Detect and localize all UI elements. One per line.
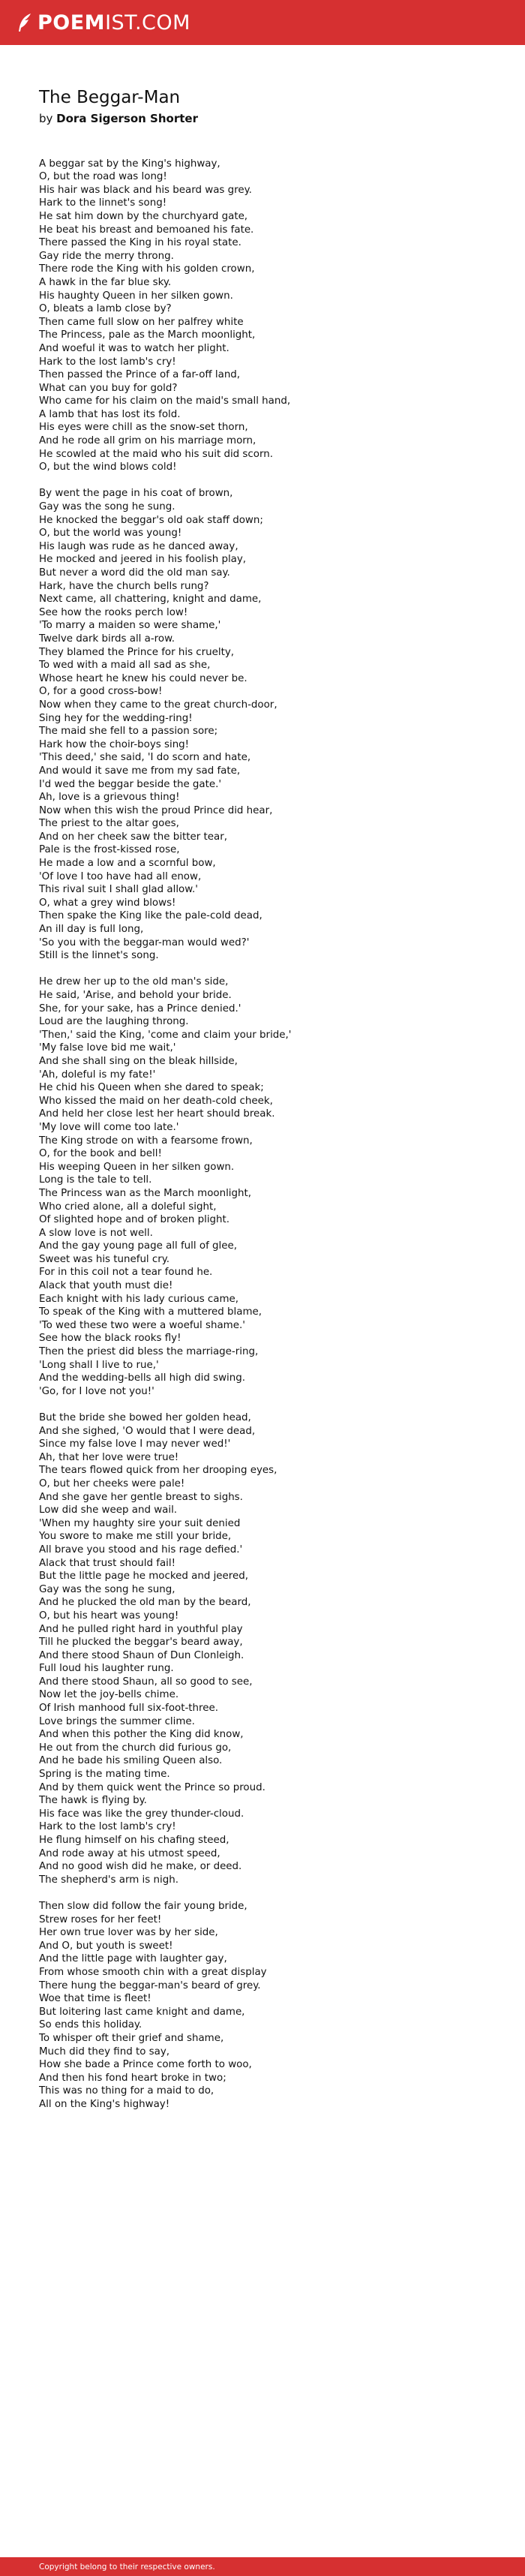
poem-line: And O, but youth is sweet! [39, 1940, 173, 1952]
poem-line: A beggar sat by the King's highway, [39, 158, 220, 170]
poem-line: O, but the wind blows cold! [39, 461, 177, 473]
poem-line: Hark how the choir-boys sing! [39, 738, 190, 750]
poem-line: 'Then,' said the King, 'come and claim your bride,' [39, 1029, 292, 1041]
poem-line: O, but her cheeks were pale! [39, 1477, 185, 1489]
poem-line: And there stood Shaun, all so good to see, [39, 1676, 253, 1688]
poem-line: There passed the King in his royal state. [39, 237, 242, 249]
poem-line: The King strode on with a fearsome frown, [39, 1135, 253, 1147]
poem-line: He made a low and a scornful bow, [39, 858, 216, 870]
site-header [0, 0, 525, 45]
poem-line: There rode the King with his golden crown, [39, 263, 255, 275]
poem-line: See how the black rooks fly! [39, 1333, 182, 1345]
poem-line: But the bride she bowed her golden head, [39, 1412, 251, 1423]
poem-line: O, but his heart was young! [39, 1610, 179, 1622]
poem-line: And by them quick went the Prince so proud. [39, 1781, 266, 1793]
poem-line: He sat him down by the churchyard gate, [39, 210, 248, 222]
poem-line: I'd wed the beggar beside the gate.' [39, 778, 222, 790]
poem-line: Sing hey for the wedding-ring! [39, 712, 193, 724]
poem-line: But loitering last came knight and dame, [39, 2006, 245, 2018]
poem-line: To whisper oft their grief and shame, [39, 2032, 224, 2044]
poem-line: He said, 'Arise, and behold your bride. [39, 990, 232, 1001]
poem-line: But the little page he mocked and jeered, [39, 1571, 248, 1583]
poem-line: 'To marry a maiden so were shame,' [39, 620, 221, 632]
poem-line: To wed with a maid all sad as she, [39, 660, 211, 672]
poem-line: Now when this wish the proud Prince did hear, [39, 804, 273, 816]
poem-line: Of slighted hope and of broken plight. [39, 1214, 230, 1226]
stanza [39, 1900, 486, 2112]
poem-line: Who cried alone, all a doleful sight, [39, 1201, 217, 1213]
poem-line: 'Ah, doleful is my fate!' [39, 1069, 156, 1081]
poem-line: She, for your sake, has a Prince denied.' [39, 1002, 242, 1014]
quill-icon [16, 13, 33, 32]
poem-line: A slow love is not well. [39, 1227, 153, 1239]
poem-line: And he rode all grim on his marriage morn, [39, 435, 256, 447]
poem-line: Loud are the laughing throng. [39, 1016, 189, 1028]
poem-line: He drew her up to the old man's side, [39, 976, 229, 988]
poem-line: And rode away at his utmost speed, [39, 1847, 220, 1859]
poem-line: Then the priest did bless the marriage-ring, [39, 1346, 259, 1358]
poem-line: The tears flowed quick from her drooping eyes, [39, 1465, 278, 1477]
poem-line: Gay was the song he sung, [39, 1583, 176, 1595]
logo-wordmark: POEMIST.COM [38, 11, 190, 35]
poem-line: And she gave her gentle breast to sighs. [39, 1491, 243, 1503]
poem-line: His laugh was rude as he danced away, [39, 540, 238, 552]
poem-line: And no good wish did he make, or deed. [39, 1861, 242, 1873]
poem-line: 'My love will come too late.' [39, 1121, 179, 1133]
poem-line: O, bleats a lamb close by? [39, 303, 172, 315]
poem-line: See how the rooks perch low! [39, 606, 188, 618]
poem-line: Hark to the linnet's song! [39, 197, 167, 209]
by-label: by [39, 111, 57, 125]
poem-line: He scowled at the maid who his suit did scorn. [39, 448, 273, 460]
poem-line: O, what a grey wind blows! [39, 897, 176, 909]
poem-line: 'Go, for I love not you!' [39, 1385, 154, 1397]
poem-line: The Princess, pale as the March moonlight, [39, 329, 256, 341]
poem-line: A lamb that has lost its fold. [39, 408, 181, 420]
poem-line: He out from the church did furious go, [39, 1742, 232, 1754]
poem-byline [39, 112, 486, 125]
poem-line: The priest to the altar goes, [39, 818, 179, 830]
poem-line: And held her close lest her heart should break. [39, 1108, 275, 1120]
poem-line: And the little page with laughter gay, [39, 1953, 227, 1965]
poem-line: Then came full slow on her palfrey white [39, 316, 244, 328]
poem-line: Twelve dark birds all a-row. [39, 633, 176, 645]
author-link[interactable]: Dora Sigerson Shorter [56, 111, 198, 125]
poem-line: His haughty Queen in her silken gown. [39, 290, 233, 302]
poem-line: Who kissed the maid on her death-cold cheek, [39, 1095, 273, 1107]
poem-line: And then his fond heart broke in two; [39, 2072, 226, 2084]
poem-line: Next came, all chattering, knight and dame, [39, 594, 262, 606]
poem-line: Long is the tale to tell. [39, 1174, 152, 1186]
poem-line: Whose heart he knew his could never be. [39, 672, 248, 684]
stanza [39, 1411, 486, 1886]
poem-line: A hawk in the far blue sky. [39, 276, 172, 288]
poem-line: Then spake the King like the pale-cold dead, [39, 910, 262, 922]
stanza [39, 975, 486, 1398]
poem-line: Then slow did follow the fair young bride, [39, 1900, 248, 1912]
poem-line: O, for the book and bell! [39, 1148, 162, 1160]
poem-line: And woeful it was to watch her plight. [39, 342, 230, 354]
poem-line: Pale is the frost-kissed rose, [39, 844, 180, 856]
poem-line: Since my false love I may never wed!' [39, 1438, 231, 1450]
poem-line: His face was like the grey thunder-cloud. [39, 1808, 244, 1820]
poem-line: And he plucked the old man by the beard, [39, 1597, 251, 1609]
poem-line: Full loud his laughter rung. [39, 1663, 174, 1675]
poem-line: But never a word did the old man say. [39, 567, 230, 579]
stanza [39, 487, 486, 962]
poem-line: And he bade his smiling Queen also. [39, 1755, 223, 1767]
poem-line: By went the page in his coat of brown, [39, 488, 233, 500]
poem-line: 'Long shall I live to rue,' [39, 1359, 159, 1371]
poem-line: And would it save me from my sad fate, [39, 765, 241, 777]
poem-line: 'My false love bid me wait,' [39, 1042, 176, 1054]
poem-line: O, but the world was young! [39, 528, 182, 540]
poem-line: And when this pother the King did know, [39, 1729, 244, 1741]
poem-line: So ends this holiday. [39, 2019, 142, 2031]
site-footer [0, 2557, 525, 2576]
poem-line: How she bade a Prince come forth to woo, [39, 2059, 252, 2071]
poem-line: There hung the beggar-man's beard of grey. [39, 1979, 261, 1991]
poem-line: The Princess wan as the March moonlight, [39, 1187, 252, 1199]
poem-line: Alack that youth must die! [39, 1280, 173, 1292]
poem-body [39, 158, 486, 2112]
poem-line: And the wedding-bells all high did swing. [39, 1372, 245, 1384]
poem-line: 'When my haughty sire your suit denied [39, 1517, 241, 1529]
poem-line: Gay ride the merry throng. [39, 250, 174, 262]
poem-line: 'So you with the beggar-man would wed?' [39, 936, 250, 948]
poem-line: Each knight with his lady curious came, [39, 1293, 239, 1305]
copyright-text: Copyright belong to their respective owners. [39, 2562, 215, 2571]
poem-line: And she shall sing on the bleak hillside, [39, 1055, 238, 1067]
poem-line: From whose smooth chin with a great display [39, 1966, 267, 1978]
poem-line: 'Of love I too have had all enow, [39, 870, 202, 882]
stanza [39, 158, 486, 474]
poem-line: This rival suit I shall glad allow.' [39, 884, 198, 896]
poem-line: Gay was the song he sung. [39, 501, 176, 513]
poem-line: He flung himself on his chafing steed, [39, 1835, 230, 1846]
poem-line: Still is the linnet's song. [39, 950, 159, 962]
poem-line: Love brings the summer clime. [39, 1715, 195, 1727]
poem-line: O, for a good cross-bow! [39, 686, 163, 698]
poem-line: Who came for his claim on the maid's small hand, [39, 395, 291, 407]
poem-line: An ill day is full long, [39, 924, 144, 936]
poem-line: Now when they came to the great church-door, [39, 699, 278, 711]
poem-line: He chid his Queen when she dared to speak; [39, 1082, 264, 1094]
poem-line: Strew roses for her feet! [39, 1913, 162, 1925]
poem-line: He knocked the beggar's old oak staff down; [39, 514, 263, 526]
poem-line: And she sighed, 'O would that I were dead, [39, 1425, 256, 1437]
poem-line: Hark to the lost lamb's cry! [39, 1821, 176, 1833]
poem-line: Her own true lover was by her side, [39, 1927, 218, 1939]
poem-line: Alack that trust should fail! [39, 1557, 176, 1569]
poem-line: All on the King's highway! [39, 2098, 170, 2110]
poem-line: 'To wed these two were a woeful shame.' [39, 1319, 245, 1331]
poem-line: Hark to the lost lamb's cry! [39, 356, 176, 368]
poem-line: Spring is the mating time. [39, 1769, 170, 1781]
poem-line: And on her cheek saw the bitter tear, [39, 831, 227, 843]
poem-line: The shepherd's arm is nigh. [39, 1874, 178, 1886]
poem-line: You swore to make me still your bride, [39, 1531, 232, 1543]
poem-line: Of Irish manhood full six-foot-three. [39, 1703, 218, 1715]
site-logo[interactable] [16, 13, 190, 33]
poem-line: O, but the road was long! [39, 171, 167, 183]
poem-line: They blamed the Prince for his cruelty, [39, 646, 235, 658]
poem-line: His hair was black and his beard was grey. [39, 184, 252, 196]
poem-line: What can you buy for gold? [39, 382, 178, 394]
poem-line: He beat his breast and bemoaned his fate. [39, 224, 254, 236]
poem-line: Till he plucked the beggar's beard away, [39, 1637, 243, 1649]
poem-line: This was no thing for a maid to do, [39, 2085, 214, 2097]
poem-line: Much did they find to say, [39, 2045, 170, 2057]
poem-line: Then passed the Prince of a far-off land, [39, 369, 241, 381]
poem-line: 'This deed,' she said, 'I do scorn and hate, [39, 752, 251, 764]
poem-line: Ah, love is a grievous thing! [39, 792, 180, 804]
poem-line: And the gay young page all full of glee, [39, 1240, 237, 1252]
poem-line: For in this coil not a tear found he. [39, 1267, 213, 1279]
poem-line: And he pulled right hard in youthful play [39, 1623, 243, 1635]
poem-line: His eyes were chill as the snow-set thorn, [39, 422, 248, 434]
poem-line: Sweet was his tuneful cry. [39, 1253, 170, 1265]
poem-line: Hark, have the church bells rung? [39, 580, 209, 592]
poem-line: Low did she weep and wail. [39, 1504, 178, 1516]
poem-line: The maid she fell to a passion sore; [39, 726, 218, 738]
poem-title: The Beggar-Man [39, 88, 181, 107]
poem-line: All brave you stood and his rage defied.' [39, 1543, 243, 1556]
poem-line: His weeping Queen in her silken gown. [39, 1161, 235, 1173]
poem-line: To speak of the King with a muttered blame, [39, 1306, 262, 1318]
poem-container [0, 88, 525, 2111]
poem-line: Ah, that her love were true! [39, 1451, 179, 1463]
poem-line: He mocked and jeered in his foolish play, [39, 554, 247, 566]
poem-line: The hawk is flying by. [39, 1795, 147, 1807]
poem-line: Woe that time is fleet! [39, 1993, 152, 2005]
poem-line: Now let the joy-bells chime. [39, 1689, 179, 1701]
poem-line: And there stood Shaun of Dun Clonleigh. [39, 1649, 244, 1661]
